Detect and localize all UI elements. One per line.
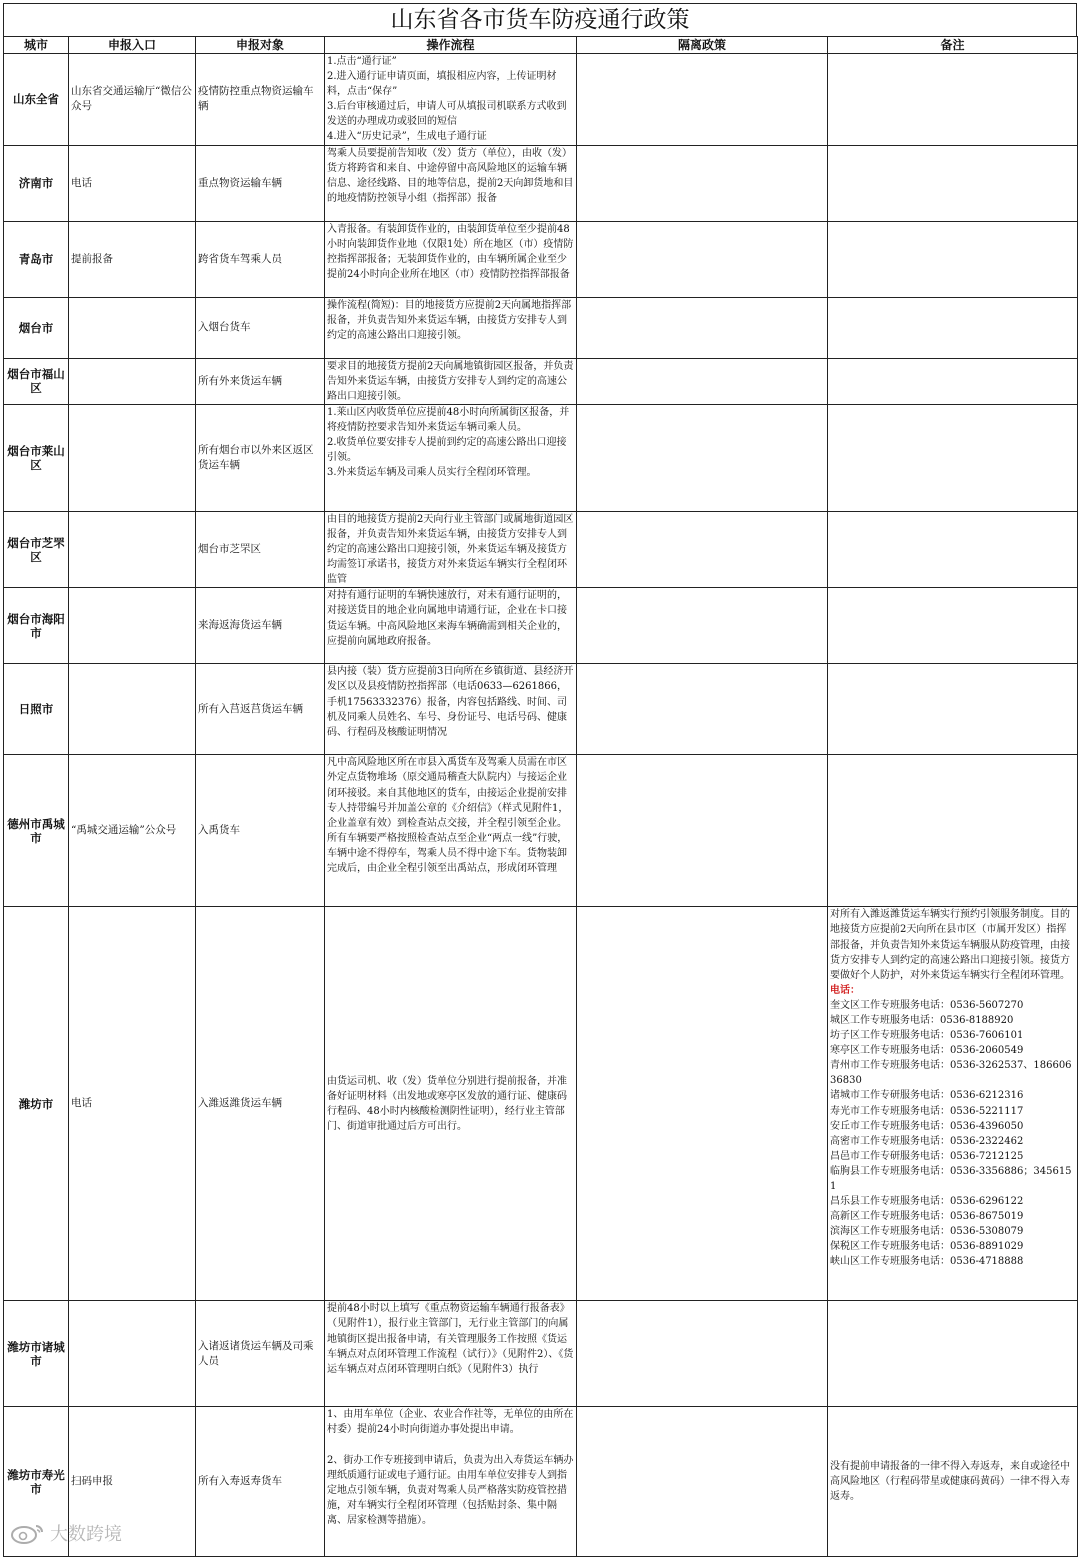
note-text: 对所有入潍返潍货运车辆实行预约引领服务制度。目的地接货方应提前2天向所在县市区（市属开发区）指挥部报备，并负责告知外来货运车辆服从防疫管理，由接货方安排专人到约定的高速公路出口迎接引领。接货方要做好个人防护，对外来货运车辆实行全程闭环管理。 — [830, 909, 1070, 981]
quarantine-cell — [577, 907, 828, 1301]
phone-label: 电话： — [830, 984, 860, 996]
process-cell: 驾乘人员要提前告知收（发）货方（单位），由收（发）货方将跨省和来自、中途停留中高风险地区的运输车辆信息、途径线路、目的地等信息，提前2天向卸货地和目的地疫情防控领导小组（指挥部）报备 — [325, 145, 577, 221]
process-cell: 1.点击“通行证” 2.进入通行证申请页面，填报相应内容，上传证明材料，点击“保存” 3.后台审核通过后，申请人可从填报司机联系方式收到发送的办理成功或驳回的短信 4.进入“历史记录”，生成电子通行证 — [325, 54, 577, 146]
target-cell: 所有入寿返寿货车 — [196, 1407, 325, 1557]
city-cell: 青岛市 — [4, 221, 69, 297]
table-row — [4, 404, 1078, 511]
city-cell: 烟台市福山区 — [4, 358, 69, 404]
note-cell — [828, 907, 1078, 1301]
quarantine-cell — [577, 54, 828, 146]
quarantine-cell — [577, 1407, 828, 1557]
process-cell: 操作流程(简短)：目的地接货方应提前2天向属地指挥部报备，并负责告知外来货运车辆，由接货方安排专人到约定的高速公路出口迎接引领。 — [325, 297, 577, 358]
entry-cell — [69, 664, 196, 755]
weibo-logo-icon — [10, 1522, 46, 1544]
city-cell: 烟台市 — [4, 297, 69, 358]
policy-sheet — [3, 3, 1077, 1557]
table-row — [4, 358, 1078, 404]
target-cell: 来海返海货运车辆 — [196, 588, 325, 664]
table-row — [4, 755, 1078, 907]
city-cell: 济南市 — [4, 145, 69, 221]
quarantine-cell — [577, 358, 828, 404]
process-cell: 由目的地接货方提前2天向行业主管部门或属地街道园区报备，并负责告知外来货运车辆，由接货方安排专人到约定的高速公路出口迎接引领，外来货运车辆及接货方均需签订承诺书，接货方对外来货运车辆实行全程闭环监管 — [325, 511, 577, 587]
city-cell: 潍坊市寿光市 — [4, 1407, 69, 1557]
table-row — [4, 907, 1078, 1301]
table-row — [4, 145, 1078, 221]
process-cell: 由货运司机、收（发）货单位分别进行提前报备，并准备好证明材料（出发地或寒亭区发放的通行证、健康码行程码、48小时内核酸检测阴性证明），经行业主管部门、街道审批通过后方可出行。 — [325, 907, 577, 1301]
header-target: 申报对象 — [196, 37, 325, 54]
city-cell: 烟台市海阳市 — [4, 588, 69, 664]
note-cell — [828, 358, 1078, 404]
table-row — [4, 1407, 1078, 1557]
target-cell: 入禹货车 — [196, 755, 325, 907]
city-cell: 德州市禹城市 — [4, 755, 69, 907]
process-cell: 1、由用车单位（企业、农业合作社等，无单位的由所在村委）提前24小时向街道办事处提出申请。 2、街办工作专班接到申请后，负责为出入寿货运车辆办理纸质通行证或电子通行证。由用车单位安排专人到指定地点引领车辆，负责对驾乘人员严格落实防疫管控措施，对车辆实行全程闭环管理（包括贴封条、集中隔离、居家检测等措施）。 — [325, 1407, 577, 1557]
entry-cell — [69, 297, 196, 358]
table-row — [4, 511, 1078, 587]
watermark-text: 大数跨境 — [50, 1524, 122, 1545]
entry-cell — [69, 404, 196, 511]
entry-cell: 山东省交通运输厅“微信公众号 — [69, 54, 196, 146]
process-cell: 对持有通行证明的车辆快速放行，对未有通行证明的，对接送货目的地企业向属地申请通行证，企业在卡口接货运车辆。中高风险地区来海车辆确需到相关企业的，应提前向属地政府报备。 — [325, 588, 577, 664]
table-row — [4, 221, 1078, 297]
target-cell: 所有入莒返莒货运车辆 — [196, 664, 325, 755]
entry-cell: 电话 — [69, 145, 196, 221]
city-cell: 山东全省 — [4, 54, 69, 146]
table-row — [4, 588, 1078, 664]
header-process: 操作流程 — [325, 37, 577, 54]
quarantine-cell — [577, 1301, 828, 1407]
city-cell: 日照市 — [4, 664, 69, 755]
note-cell: 没有提前申请报备的一律不得入寿返寿，来自或途径中高风险地区（行程码带星或健康码黄码）一律不得入寿返寿。 — [828, 1407, 1078, 1557]
quarantine-cell — [577, 588, 828, 664]
target-cell: 入烟台货车 — [196, 297, 325, 358]
target-cell: 重点物资运输车辆 — [196, 145, 325, 221]
city-cell: 烟台市莱山区 — [4, 404, 69, 511]
quarantine-cell — [577, 297, 828, 358]
entry-cell — [69, 358, 196, 404]
watermark — [10, 1520, 122, 1546]
table-row — [4, 1301, 1078, 1407]
process-cell: 入青报备。有装卸货作业的，由装卸货单位至少提前48小时向装卸货作业地（仅限1处）所在地区（市）疫情防控指挥部报备；无装卸货作业的，由车辆所属企业至少提前24小时向企业所在地区（市）疫情防控指挥部报备 — [325, 221, 577, 297]
table-row — [4, 664, 1078, 755]
note-cell — [828, 221, 1078, 297]
quarantine-cell — [577, 664, 828, 755]
target-cell: 入潍返潍货运车辆 — [196, 907, 325, 1301]
entry-cell: “禹城交通运输”公众号 — [69, 755, 196, 907]
note-cell — [828, 54, 1078, 146]
header-entry: 申报入口 — [69, 37, 196, 54]
quarantine-cell — [577, 404, 828, 511]
entry-cell — [69, 588, 196, 664]
policy-table — [3, 36, 1078, 1557]
target-cell: 入诸返诸货运车辆及司乘人员 — [196, 1301, 325, 1407]
process-cell: 1.莱山区内收货单位应提前48小时向所属街区报备，并将疫情防控要求告知外来货运车辆司乘人员。 2.收货单位要安排专人提前到约定的高速公路出口迎接引领。 3.外来货运车辆及司乘人员实行全程闭环管理。 — [325, 404, 577, 511]
quarantine-cell — [577, 145, 828, 221]
header-quarantine: 隔离政策 — [577, 37, 828, 54]
entry-cell: 扫码申报 — [69, 1407, 196, 1557]
entry-cell — [69, 1301, 196, 1407]
table-row — [4, 54, 1078, 146]
note-cell — [828, 1301, 1078, 1407]
process-cell: 凡中高风险地区所在市县入禹货车及驾乘人员需在市区外定点货物堆场（原交通局稽查大队院内）与接运企业闭环接驳。来自其他地区的货车，由接运企业提前安排专人持带编号并加盖公章的《介绍信》（样式见附件1，企业盖章有效）到检查站点交接，并全程引领至企业。所有车辆要严格按照检查站点至企业“两点一线”行驶，车辆中途不得停车，驾乘人员不得中途下车。货物装卸完成后，由企业全程引领至出禹站点，形成闭环管理 — [325, 755, 577, 907]
city-cell: 潍坊市诸城市 — [4, 1301, 69, 1407]
note-cell — [828, 145, 1078, 221]
city-cell: 潍坊市 — [4, 907, 69, 1301]
process-cell: 县内接（装）货方应提前3日向所在乡镇街道、县经济开发区以及县疫情防控指挥部（电话0633—6261866，手机17563332376）报备，内容包括路线、时间、司机及同乘人员姓名、车号、身份证号、电话号码、健康码、行程码及核酸证明情况 — [325, 664, 577, 755]
phone-list: 奎文区工作专班服务电话：0536-5607270 城区工作专班服务电话：0536-8188920 坊子区工作专班服务电话：0536-7606101 寒亭区工作专班服务电话：0536-2060549 青州市工作专班服务电话：0536-3262537、18660636830 诸城市工作专研服务电话：0536-6212316 寿光市工作专班服务电话：0536-5221117 安丘市工作专班服务电话：0536-4396050 高密市工作专班服务电话：0536-2322462 昌邑市工作专研服务电话：0536-7212125 临朐县工作专班服务电话：0536-3356886；3456151 昌乐县工作专班服务电话：0536-6296122 高新区工作专班服务电话：0536-8675019 滨海区工作专班服务电话：0536-5308079 保税区工作专班服务电话：0536-8891029 峡山区工作专班服务电话：0536-4718888 — [830, 999, 1072, 1268]
target-cell: 所有烟台市以外来区返区货运车辆 — [196, 404, 325, 511]
quarantine-cell — [577, 511, 828, 587]
note-cell — [828, 755, 1078, 907]
target-cell: 所有外来货运车辆 — [196, 358, 325, 404]
entry-cell: 电话 — [69, 907, 196, 1301]
header-note: 备注 — [828, 37, 1078, 54]
header-row — [4, 37, 1078, 54]
entry-cell: 提前报备 — [69, 221, 196, 297]
quarantine-cell — [577, 755, 828, 907]
note-cell — [828, 664, 1078, 755]
target-cell: 烟台市芝罘区 — [196, 511, 325, 587]
process-cell: 提前48小时以上填写《重点物资运输车辆通行报备表》（见附件1），报行业主管部门，无行业主管部门的向属地镇街区提出报备申请，有关管理服务工作按照《货运车辆点对点闭环管理工作流程（试行）》（见附件2）、《货运车辆点对点闭环管理明白纸》（见附件3）执行 — [325, 1301, 577, 1407]
city-cell: 烟台市芝罘区 — [4, 511, 69, 587]
note-cell — [828, 297, 1078, 358]
note-cell — [828, 588, 1078, 664]
table-row — [4, 297, 1078, 358]
note-cell — [828, 404, 1078, 511]
sheet-title: 山东省各市货车防疫通行政策 — [3, 3, 1077, 36]
target-cell: 疫情防控重点物资运输车辆 — [196, 54, 325, 146]
target-cell: 跨省货车驾乘人员 — [196, 221, 325, 297]
process-cell: 要求目的地接货方提前2天向属地镇街园区报备，并负责告知外来货运车辆，由接货方安排专人到约定的高速公路出口迎接引领。 — [325, 358, 577, 404]
entry-cell — [69, 511, 196, 587]
quarantine-cell — [577, 221, 828, 297]
note-cell — [828, 511, 1078, 587]
header-city: 城市 — [4, 37, 69, 54]
